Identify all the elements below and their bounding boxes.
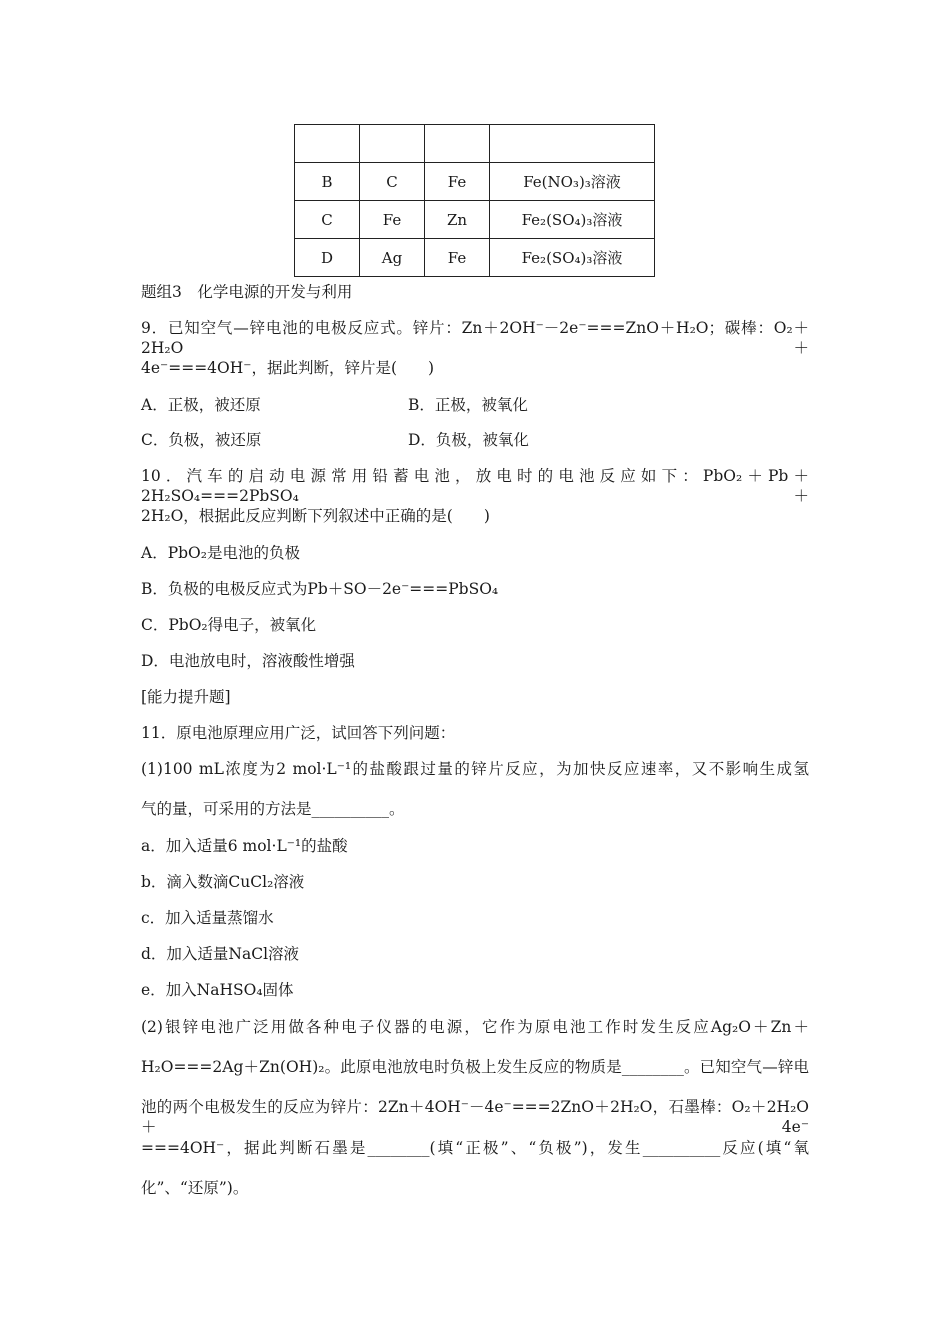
q11-option-e: e．加入NaHSO₄固体 [141, 981, 294, 999]
options-table [294, 124, 655, 277]
table-cell: Fe₂(SO₄)₃溶液 [490, 239, 655, 277]
q11-option-d: d．加入适量NaCl溶液 [141, 945, 300, 963]
q11-option-a: a．加入适量6 mol·L⁻¹的盐酸 [141, 837, 348, 855]
q10-option-d: D．电池放电时，溶液酸性增强 [141, 652, 355, 670]
table-cell: Zn [425, 201, 490, 239]
q10-option-b: B．负极的电极反应式为Pb＋SO－2e⁻===PbSO₄ [141, 580, 499, 598]
q10-stem-line-2: 2H₂O，根据此反应判断下列叙述中正确的是( ) [141, 507, 490, 525]
table-cell: B [295, 163, 360, 201]
q11-part2-line-5: 化”、“还原”)。 [141, 1179, 249, 1197]
q11-option-b: b．滴入数滴CuCl₂溶液 [141, 873, 305, 891]
table-cell [360, 125, 425, 163]
q11-part2-line-2: H₂O===2Ag＋Zn(OH)₂。此原电池放电时负极上发生反应的物质是________。已知空气—锌电 [141, 1058, 809, 1076]
table-cell: Ag [360, 239, 425, 277]
level-heading: [能力提升题] [141, 688, 231, 706]
q11-part2-line-4: ===4OH⁻，据此判断石墨是________(填“正极”、“负极”)，发生__________反应(填“氧 [141, 1139, 809, 1157]
q10-option-a: A．PbO₂是电池的负极 [141, 544, 300, 562]
table-cell: D [295, 239, 360, 277]
table-cell: Fe₂(SO₄)₃溶液 [490, 201, 655, 239]
table-cell [425, 125, 490, 163]
q9-stem-line-2: 4e⁻===4OH⁻，据此判断，锌片是( ) [141, 359, 435, 377]
q10-stem-line-1: 10．汽车的启动电源常用铅蓄电池，放电时的电池反应如下：PbO₂＋Pb＋2H₂SO₄===2PbSO₄＋ [141, 467, 809, 505]
q9-option-a: A．正极，被还原 [141, 396, 261, 414]
table-cell: Fe [425, 163, 490, 201]
section-heading: 题组3 化学电源的开发与利用 [141, 283, 353, 301]
table-cell: Fe(NO₃)₃溶液 [490, 163, 655, 201]
q11-stem: 11．原电池原理应用广泛，试回答下列问题： [141, 724, 456, 742]
q9-option-c: C．负极，被还原 [141, 431, 262, 449]
table-cell: Fe [360, 201, 425, 239]
table-row [295, 239, 655, 277]
q9-option-b: B．正极，被氧化 [408, 396, 528, 414]
q11-part2-line-3: 池的两个电极发生的反应为锌片：2Zn＋4OH⁻－4e⁻===2ZnO＋2H₂O，石墨棒：O₂＋2H₂O＋4e⁻ [141, 1098, 809, 1136]
table-cell: Fe [425, 239, 490, 277]
table-row [295, 125, 655, 163]
table-cell: C [295, 201, 360, 239]
table-row [295, 163, 655, 201]
q11-part2-line-1: (2)银锌电池广泛用做各种电子仪器的电源，它作为原电池工作时发生反应Ag₂O＋Zn＋ [141, 1018, 809, 1036]
q9-stem-line-1: 9．已知空气—锌电池的电极反应式。锌片：Zn＋2OH⁻－2e⁻===ZnO＋H₂O；碳棒：O₂＋2H₂O＋ [141, 319, 809, 357]
q11-part1-line-1: (1)100 mL浓度为2 mol·L⁻¹的盐酸跟过量的锌片反应，为加快反应速率，又不影响生成氢 [141, 760, 809, 778]
q9-option-d: D．负极，被氧化 [408, 431, 529, 449]
q11-part1-line-2: 气的量，可采用的方法是__________。 [141, 800, 405, 818]
table-row [295, 201, 655, 239]
q10-option-c: C．PbO₂得电子，被氧化 [141, 616, 317, 634]
table-cell [490, 125, 655, 163]
q11-option-c: c．加入适量蒸馏水 [141, 909, 274, 927]
table-cell [295, 125, 360, 163]
table-cell: C [360, 163, 425, 201]
